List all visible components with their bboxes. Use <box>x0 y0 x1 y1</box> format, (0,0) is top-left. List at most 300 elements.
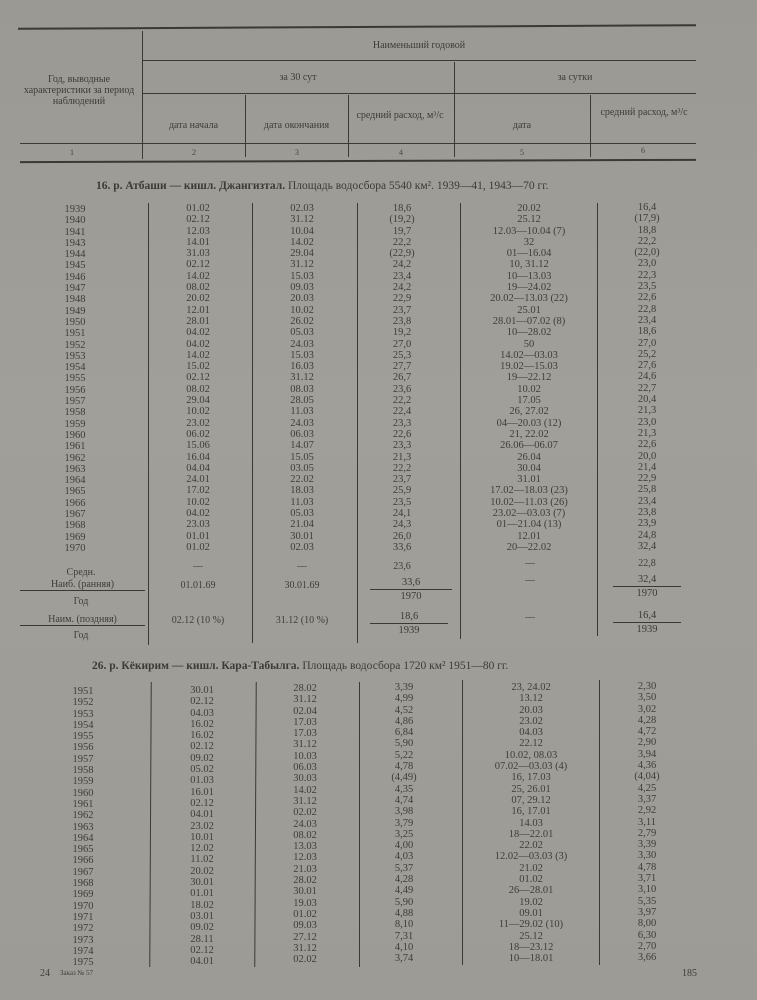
s1-min-qday-year: 1939 <box>636 624 658 635</box>
table-cell: 1960 <box>72 787 94 799</box>
s2-q30-column <box>374 682 434 964</box>
table-cell: 2,30 <box>637 681 657 692</box>
s2-qday-column <box>617 681 677 963</box>
col-num-6: 6 <box>641 146 645 155</box>
table-cell: 4,10 <box>394 941 414 953</box>
table-cell: 1959 <box>64 418 86 430</box>
table-cell: 21.04 <box>290 519 314 531</box>
s2-divider-c6 <box>599 680 600 965</box>
table-cell: 8,00 <box>637 918 657 930</box>
table-cell: 14.02 <box>293 784 317 796</box>
table-cell: 28.02 <box>293 875 317 887</box>
table-cell: 1950 <box>64 316 86 328</box>
table-cell: 20.02—13.03 (22) <box>490 293 568 305</box>
table-cell: 1970 <box>64 542 86 554</box>
table-cell: 08.02 <box>186 383 210 395</box>
s1-mean-dday: — <box>525 558 535 569</box>
s1-start-column <box>168 203 228 553</box>
table-cell: 1951 <box>64 328 86 340</box>
s1-divider-c5 <box>460 203 461 639</box>
table-cell: 01—21.04 (13) <box>496 519 562 531</box>
table-cell: 23,3 <box>392 440 412 452</box>
table-cell: 02.04 <box>293 705 317 717</box>
table-cell: 16.01 <box>190 786 214 798</box>
table-cell: 22,6 <box>637 292 657 304</box>
table-cell: 4,28 <box>637 714 657 726</box>
s1-years-column <box>50 204 100 554</box>
table-cell: 3,39 <box>394 682 414 693</box>
table-cell: 4,35 <box>394 783 414 795</box>
table-cell: 3,11 <box>638 816 656 828</box>
s1-divider-c2 <box>148 203 149 645</box>
table-cell: 23,9 <box>637 518 657 530</box>
table-cell: 23, 24.02 <box>511 682 551 693</box>
table-cell: 1964 <box>72 832 94 844</box>
s1-max-qday-year: 1970 <box>636 588 658 599</box>
table-cell: 16.04 <box>186 451 210 463</box>
table-cell: 19.03 <box>293 897 317 909</box>
table-cell: 11.03 <box>290 406 314 418</box>
table-cell: 1965 <box>72 844 94 856</box>
table-cell: (22,9) <box>389 248 415 260</box>
table-cell: 21,4 <box>637 461 657 473</box>
table-cell: 23,4 <box>637 314 657 326</box>
page-number: 185 <box>682 968 697 979</box>
s1-max-q30-year: 1970 <box>400 591 422 602</box>
table-cell: 5,37 <box>394 862 414 874</box>
table-cell: 23.02 <box>186 417 210 429</box>
table-cell: 22,9 <box>392 293 412 305</box>
table-cell: 27,6 <box>637 360 657 372</box>
table-cell: 25.12 <box>517 214 541 226</box>
table-cell: 31.01 <box>517 474 541 486</box>
table-cell: 10—18.01 <box>508 953 554 965</box>
table-cell: 18,6 <box>637 326 657 338</box>
table-cell: 16, 17.03 <box>511 772 551 784</box>
table-cell: 20,4 <box>637 394 657 406</box>
s1-max-q30 <box>370 577 452 602</box>
table-cell: 24,2 <box>392 282 412 294</box>
table-cell: 1945 <box>64 260 86 272</box>
table-cell: 12.03 <box>186 225 210 237</box>
table-cell: 31.12 <box>290 259 314 271</box>
table-cell: 28.01 <box>186 315 210 327</box>
table-cell: 6,30 <box>637 929 657 941</box>
table-cell: 31.03 <box>186 248 210 260</box>
table-cell: 17.03 <box>293 716 317 728</box>
col-num-5: 5 <box>520 148 524 157</box>
header-sub30-label: за 30 сут <box>279 72 317 83</box>
table-cell: 11.02 <box>190 854 214 866</box>
table-cell: 1941 <box>64 226 86 238</box>
section2-title <box>92 660 508 672</box>
s1-min-qday-value: 16,4 <box>613 610 681 623</box>
table-cell: 13.03 <box>293 841 317 853</box>
table-cell: 1943 <box>64 237 86 249</box>
s1-max-qday-value: 32,4 <box>613 574 681 587</box>
table-cell: 1971 <box>72 911 94 923</box>
table-cell: 02.12 <box>190 741 214 753</box>
table-cell: 09.03 <box>290 282 314 294</box>
table-cell: 21.02 <box>519 862 543 874</box>
table-cell: 20,0 <box>637 450 657 462</box>
table-cell: 1961 <box>64 441 86 453</box>
col-num-4: 4 <box>399 148 403 157</box>
table-cell: 17.02 <box>186 485 210 497</box>
table-cell: 24,6 <box>637 371 657 383</box>
table-cell: 19.02 <box>519 896 543 908</box>
table-cell: 18—22.01 <box>508 828 554 840</box>
table-cell: 21,3 <box>637 405 657 417</box>
table-cell: 1968 <box>72 878 94 890</box>
table-cell: (4,04) <box>634 771 660 783</box>
table-cell: 24,8 <box>637 529 657 541</box>
table-cell: 09.01 <box>519 907 543 919</box>
table-cell: 27,0 <box>637 337 657 349</box>
table-cell: 12.02 <box>190 843 214 855</box>
table-cell: 6,84 <box>394 727 414 739</box>
table-cell: 21, 22.02 <box>509 428 549 440</box>
s1-max-end: 30.01.69 <box>284 580 320 591</box>
table-cell: 12.03 <box>293 852 317 864</box>
table-cell: 13.12 <box>519 693 543 705</box>
table-cell: 10, 31.12 <box>509 259 549 271</box>
table-cell: 4,52 <box>394 704 414 716</box>
table-cell: 21.03 <box>293 863 317 875</box>
table-cell: 1954 <box>64 362 86 374</box>
table-cell: 23,4 <box>637 495 657 507</box>
table-cell: 01.02 <box>293 908 317 920</box>
table-cell: 15.03 <box>290 270 314 282</box>
table-cell: 4,78 <box>637 861 657 873</box>
table-cell: 24,3 <box>392 519 412 531</box>
table-cell: 09.03 <box>293 920 317 932</box>
table-cell: 1957 <box>72 753 94 765</box>
table-cell: 02.12 <box>190 944 214 956</box>
table-cell: 18,6 <box>392 203 412 214</box>
table-cell: 24,1 <box>392 508 412 520</box>
table-cell: 01.01 <box>186 530 210 542</box>
table-cell: 19,7 <box>392 225 412 237</box>
table-cell: 1963 <box>72 821 94 833</box>
table-cell: 1952 <box>72 697 94 709</box>
table-cell: 28.01—07.02 (8) <box>492 315 566 327</box>
table-cell: 25.01 <box>517 304 541 316</box>
table-cell: 23.03 <box>186 519 210 531</box>
s2-start-column <box>172 685 232 967</box>
table-cell: 1966 <box>72 855 94 867</box>
table-cell: 20—22.02 <box>506 541 552 553</box>
table-cell: 1946 <box>64 271 86 283</box>
header-c6-label: средний расход, м³/с <box>600 107 688 118</box>
table-cell: 4,49 <box>394 885 414 897</box>
table-cell: 3,39 <box>637 839 657 851</box>
table-cell: 1940 <box>64 215 86 227</box>
table-cell: 30.01 <box>290 530 314 542</box>
s1-min-q30 <box>370 611 448 636</box>
table-cell: 10.02 <box>186 496 210 508</box>
table-cell: 24,2 <box>392 259 412 271</box>
table-cell: 5,22 <box>394 749 414 761</box>
table-cell: 08.03 <box>290 383 314 395</box>
s1-mean-q30: 23,6 <box>393 561 411 572</box>
table-cell: 7,31 <box>394 930 414 942</box>
table-cell: 09.02 <box>190 922 214 934</box>
col-num-2: 2 <box>192 148 196 157</box>
table-cell: 4,03 <box>394 851 414 863</box>
table-cell: 31.12 <box>290 372 314 384</box>
table-cell: 04.02 <box>186 508 210 520</box>
table-cell: 10.02 <box>186 406 210 418</box>
table-cell: 24.03 <box>290 338 314 350</box>
table-cell: 04.03 <box>519 727 543 739</box>
table-cell: 23.02 <box>519 715 543 727</box>
table-cell: 31.12 <box>293 795 317 807</box>
s2-years-column <box>58 686 108 968</box>
table-cell: 4,25 <box>637 782 657 794</box>
table-cell: 06.03 <box>293 762 317 774</box>
table-cell: 1949 <box>64 305 86 317</box>
s1-max-dday: — <box>525 575 535 586</box>
table-cell: 29.04 <box>290 248 314 260</box>
table-cell: 11—29.02 (10) <box>498 919 564 931</box>
table-cell: 1957 <box>64 396 86 408</box>
table-cell: 1954 <box>72 719 94 731</box>
table-cell: 2,79 <box>637 827 657 839</box>
table-cell: 22,6 <box>392 428 412 440</box>
table-cell: 1962 <box>64 452 86 464</box>
table-cell: 22,2 <box>392 462 412 474</box>
section1-title-details: Площадь водосбора 5540 км². 1939—41, 1943—70 гг. <box>285 180 549 192</box>
table-cell: 1960 <box>64 429 86 441</box>
table-cell: 02.03 <box>290 203 314 214</box>
table-cell: 17.05 <box>517 395 541 407</box>
table-cell: 3,74 <box>394 953 414 965</box>
table-cell: 3,50 <box>637 692 657 704</box>
table-cell: 1961 <box>72 798 94 810</box>
table-cell: 4,00 <box>394 840 414 852</box>
s1-min-dday: — <box>525 612 535 623</box>
table-cell: 04.04 <box>186 462 210 474</box>
table-cell: 26—28.01 <box>508 885 554 897</box>
table-cell: 23,7 <box>392 304 412 316</box>
header-c3-label: дата окончания <box>263 120 330 131</box>
table-cell: 1955 <box>64 373 86 385</box>
table-cell: 5,90 <box>394 896 414 908</box>
table-cell: 5,35 <box>637 895 657 907</box>
table-cell: 19—24.02 <box>506 282 552 294</box>
table-cell: 3,02 <box>637 703 657 715</box>
table-cell: 1964 <box>64 475 86 487</box>
table-cell: 4,88 <box>394 907 414 919</box>
table-cell: 4,99 <box>394 693 414 705</box>
table-cell: 18—23.12 <box>508 941 554 953</box>
section2-title-details: Площадь водосбора 1720 км² 1951—80 гг. <box>299 660 509 672</box>
table-cell: 1965 <box>64 486 86 498</box>
table-cell: 22,3 <box>637 269 657 281</box>
table-cell: 14.01 <box>186 236 210 248</box>
table-cell: 25,2 <box>637 348 657 360</box>
table-cell: 1975 <box>72 957 94 969</box>
table-cell: 16, 17.01 <box>511 806 551 818</box>
table-cell: 33,6 <box>392 541 412 553</box>
table-cell: 1969 <box>72 889 94 901</box>
table-cell: 5,90 <box>394 738 414 750</box>
table-cell: 1958 <box>72 765 94 777</box>
table-cell: 22,7 <box>637 382 657 394</box>
s2-divider-c5 <box>462 680 463 965</box>
table-cell: 1947 <box>64 283 86 295</box>
s1-mean-label: Средн. <box>66 567 96 578</box>
table-cell: 01.02 <box>186 541 210 553</box>
table-cell: 15.02 <box>186 361 210 373</box>
table-cell: 02.12 <box>186 259 210 271</box>
table-cell: 20.02 <box>517 203 541 214</box>
table-cell: 20.02 <box>190 865 214 877</box>
table-cell: 23,0 <box>637 416 657 428</box>
table-cell: 05.03 <box>290 508 314 520</box>
table-cell: 01.02 <box>186 203 210 214</box>
table-cell: 28.11 <box>190 933 214 945</box>
s1-qday-column <box>617 202 677 552</box>
table-cell: 30.01 <box>190 877 214 889</box>
header-c2-label: дата начала <box>168 120 219 131</box>
table-cell: 1953 <box>72 708 94 720</box>
table-cell: 1956 <box>72 742 94 754</box>
table-cell: 3,10 <box>637 884 657 896</box>
table-cell: 22,2 <box>392 236 412 248</box>
s1-max-q30-value: 33,6 <box>370 577 452 590</box>
table-cell: 15.06 <box>186 440 210 452</box>
header-c4-label: средний расход, м³/с <box>356 110 444 121</box>
table-cell: 4,36 <box>637 760 657 772</box>
table-cell: 02.02 <box>293 954 317 966</box>
table-cell: 23.02 <box>190 820 214 832</box>
table-cell: 23,7 <box>392 474 412 486</box>
table-cell: 20.02 <box>186 293 210 305</box>
table-cell: 25,3 <box>392 349 412 361</box>
table-cell: 11.03 <box>290 496 314 508</box>
table-cell: 15.05 <box>290 451 314 463</box>
table-cell: 23,0 <box>637 258 657 270</box>
table-cell: 1967 <box>64 509 86 521</box>
table-cell: 23,4 <box>392 270 412 282</box>
table-cell: 18,8 <box>637 224 657 236</box>
table-cell: 07.02—03.03 (4) <box>494 761 568 773</box>
table-cell: 19—22.12 <box>506 372 552 384</box>
table-cell: 16.03 <box>290 361 314 373</box>
table-cell: 22,4 <box>392 406 412 418</box>
table-cell: 1972 <box>72 923 94 935</box>
table-cell: 16.02 <box>190 718 214 730</box>
s1-mean-qday: 22,8 <box>638 558 656 569</box>
table-cell: 4,78 <box>394 761 414 773</box>
table-cell: 1967 <box>72 866 94 878</box>
s1-min-label: Наим. (поздняя) <box>20 614 145 626</box>
table-cell: 02.02 <box>293 807 317 819</box>
table-cell: 21,3 <box>637 427 657 439</box>
table-cell: 23,5 <box>392 496 412 508</box>
s1-end-column <box>272 203 332 553</box>
table-cell: 04.01 <box>190 956 214 968</box>
table-cell: (17,9) <box>634 213 660 225</box>
s1-max-qday <box>613 574 681 599</box>
table-cell: 1951 <box>72 686 94 697</box>
s1-divider-c3 <box>252 203 253 643</box>
col-num-3: 3 <box>295 148 299 157</box>
table-cell: 20.03 <box>290 293 314 305</box>
table-cell: 22,9 <box>637 473 657 485</box>
s1-dday-column <box>464 203 594 553</box>
table-cell: 18.02 <box>190 899 214 911</box>
table-cell: 18.03 <box>290 485 314 497</box>
s1-mean-start: — <box>193 561 203 572</box>
s1-min-q30-value: 18,6 <box>370 611 448 624</box>
header-sub-rule <box>142 93 696 94</box>
table-cell: 02.03 <box>290 541 314 553</box>
s1-min-qday <box>613 610 681 635</box>
table-cell: 1968 <box>64 520 86 532</box>
table-cell: 4,28 <box>394 874 414 886</box>
table-cell: 10.02, 08.03 <box>504 749 558 761</box>
table-cell: 22,6 <box>637 439 657 451</box>
table-cell: 31.12 <box>293 694 317 706</box>
table-cell: 21,3 <box>392 451 412 463</box>
s2-dday-column <box>466 682 596 964</box>
table-cell: 14.02 <box>186 270 210 282</box>
table-cell: 23,8 <box>392 315 412 327</box>
table-cell: 10.02 <box>290 304 314 316</box>
table-cell: 02.12 <box>190 696 214 708</box>
table-cell: 10—13.03 <box>506 270 552 282</box>
table-cell: 01.01 <box>190 888 214 900</box>
section1-title <box>96 180 549 192</box>
table-cell: 22,2 <box>392 395 412 407</box>
table-cell: 50 <box>523 338 535 350</box>
table-cell: 3,37 <box>637 793 657 805</box>
table-cell: 31.12 <box>293 942 317 954</box>
table-cell: 25.12 <box>519 930 543 942</box>
table-cell: 22,8 <box>637 303 657 315</box>
table-cell: 25,9 <box>392 485 412 497</box>
table-cell: 04.01 <box>190 809 214 821</box>
table-cell: 22.02 <box>290 474 314 486</box>
table-cell: 1956 <box>64 384 86 396</box>
table-cell: 03.05 <box>290 462 314 474</box>
header-c5-label: дата <box>512 120 532 131</box>
table-cell: 04.03 <box>190 707 214 719</box>
table-cell: 23,5 <box>637 281 657 293</box>
table-cell: 14.02 <box>186 349 210 361</box>
table-cell: 1974 <box>72 945 94 957</box>
table-cell: 1939 <box>64 204 86 215</box>
table-cell: 12.01 <box>517 530 541 542</box>
s1-min-end: 31.12 (10 %) <box>275 615 329 626</box>
table-cell: 26.04 <box>517 451 541 463</box>
table-cell: 32 <box>523 236 535 248</box>
table-cell: 14.03 <box>519 817 543 829</box>
table-cell: 4,72 <box>637 726 657 738</box>
table-cell: 07, 29.12 <box>511 794 551 806</box>
table-cell: 30.01 <box>190 685 214 696</box>
table-cell: 02.12 <box>186 214 210 226</box>
table-cell: 4,86 <box>394 715 414 727</box>
header-col1-label: Год, выводные характеристики за период наблюдений <box>23 74 135 107</box>
header-divider-c5 <box>590 95 591 157</box>
s2-divider-c3 <box>254 682 256 967</box>
s1-min-q30-year: 1939 <box>398 625 420 636</box>
s1-divider-c4 <box>357 203 358 643</box>
